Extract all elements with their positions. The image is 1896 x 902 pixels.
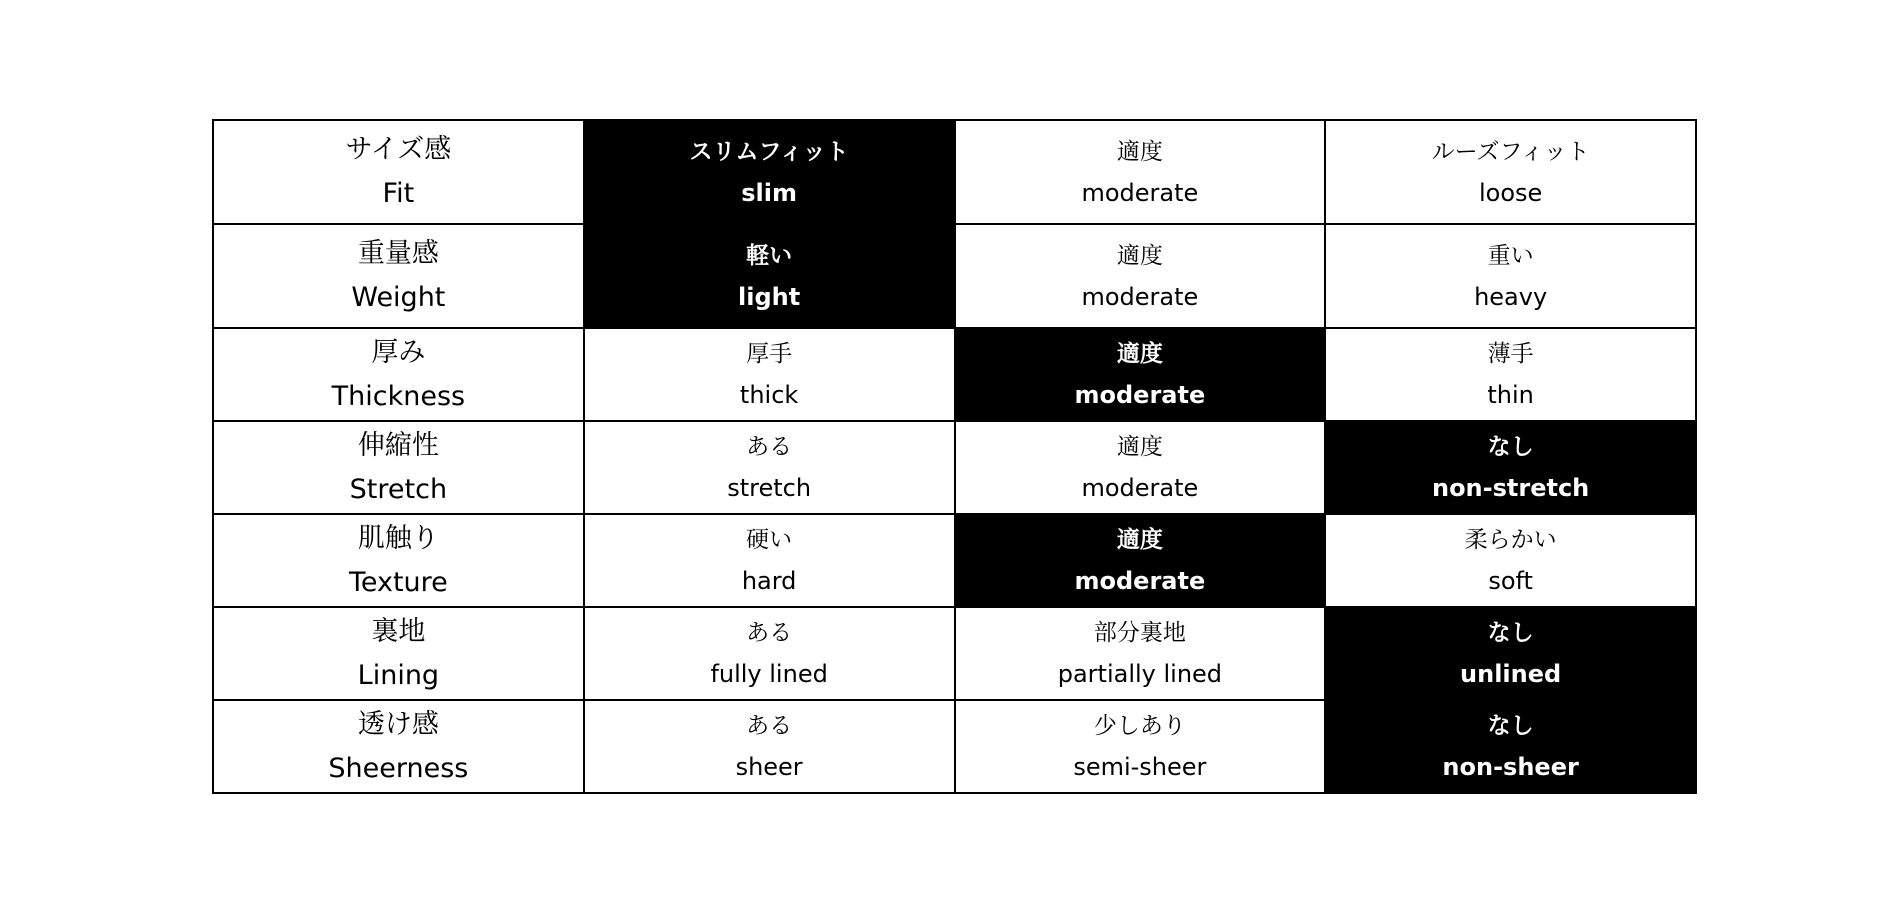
option-en: light xyxy=(738,282,801,311)
option-ja: 薄手 xyxy=(1487,341,1534,367)
option-cell-weight-light xyxy=(584,224,955,328)
option-cell-sheerness-semi-sheer xyxy=(955,700,1326,793)
label-ja: 重量感 xyxy=(357,238,439,269)
option-cell-sheerness-non-sheer xyxy=(1325,700,1696,793)
option-cell-sheerness-sheer xyxy=(584,700,955,793)
spec-row-sheerness xyxy=(213,700,1696,793)
label-en: Thickness xyxy=(331,380,466,412)
option-en: soft xyxy=(1488,567,1533,595)
option-cell-fit-loose xyxy=(1325,120,1696,224)
option-cell-lining-fully-lined xyxy=(584,607,955,700)
option-ja: ルーズフィット xyxy=(1431,138,1590,165)
option-cell-stretch-non-stretch xyxy=(1325,421,1696,514)
option-cell-thickness-moderate xyxy=(955,328,1326,421)
option-en: sheer xyxy=(735,753,803,781)
row-label-thickness xyxy=(213,328,584,421)
option-en: unlined xyxy=(1460,660,1562,688)
label-ja: サイズ感 xyxy=(345,134,452,165)
option-en: non-sheer xyxy=(1442,753,1579,781)
option-en: fully lined xyxy=(710,660,828,688)
label-ja: 裏地 xyxy=(371,615,426,647)
option-en: slim xyxy=(741,178,797,207)
option-en: stretch xyxy=(727,474,812,502)
label-en: Weight xyxy=(351,282,446,313)
option-ja: 柔らかい xyxy=(1464,527,1557,553)
label-en: Stretch xyxy=(349,473,448,505)
label-ja: 伸縮性 xyxy=(357,429,439,461)
label-en: Texture xyxy=(348,566,448,598)
option-ja: 少しあり xyxy=(1093,713,1186,739)
option-ja: 部分裏地 xyxy=(1093,620,1186,646)
option-ja: ある xyxy=(746,713,793,739)
option-cell-thickness-thin xyxy=(1325,328,1696,421)
option-ja: 適度 xyxy=(1116,138,1163,165)
option-cell-texture-hard xyxy=(584,514,955,607)
option-en: moderate xyxy=(1081,178,1199,207)
option-cell-texture-soft xyxy=(1325,514,1696,607)
label-ja: 肌触り xyxy=(357,522,439,554)
option-en: thin xyxy=(1487,381,1534,409)
option-en: thick xyxy=(739,381,799,409)
option-en: partially lined xyxy=(1057,660,1223,688)
label-ja: 厚み xyxy=(371,336,426,368)
option-cell-weight-heavy xyxy=(1325,224,1696,328)
option-cell-fit-moderate xyxy=(955,120,1326,224)
option-ja: ある xyxy=(746,434,793,460)
row-label-texture xyxy=(213,514,584,607)
spec-row-texture xyxy=(213,514,1696,607)
row-label-fit xyxy=(213,120,584,224)
option-cell-weight-moderate xyxy=(955,224,1326,328)
spec-row-lining xyxy=(213,607,1696,700)
option-ja: ある xyxy=(746,620,793,646)
row-label-weight xyxy=(213,224,584,328)
option-cell-lining-unlined xyxy=(1325,607,1696,700)
option-en: loose xyxy=(1478,178,1543,207)
spec-row-weight xyxy=(213,224,1696,328)
option-cell-stretch-moderate xyxy=(955,421,1326,514)
spec-row-stretch xyxy=(213,421,1696,514)
option-cell-fit-slim xyxy=(584,120,955,224)
option-ja: 硬い xyxy=(746,527,793,553)
option-ja: なし xyxy=(1487,434,1534,460)
label-en: Lining xyxy=(357,659,440,691)
option-en: non-stretch xyxy=(1431,474,1590,502)
option-cell-texture-moderate xyxy=(955,514,1326,607)
label-ja: 透け感 xyxy=(357,708,439,740)
option-en: moderate xyxy=(1074,381,1206,409)
spec-row-thickness xyxy=(213,328,1696,421)
option-ja: 適度 xyxy=(1116,341,1163,367)
option-en: semi-sheer xyxy=(1073,753,1207,781)
spec-row-fit xyxy=(213,120,1696,224)
option-ja: 適度 xyxy=(1116,527,1163,553)
option-ja: 重い xyxy=(1487,242,1534,269)
option-en: moderate xyxy=(1081,474,1199,502)
option-en: hard xyxy=(741,567,797,595)
option-en: heavy xyxy=(1474,282,1548,311)
option-ja: 厚手 xyxy=(746,341,793,367)
garment-spec-table xyxy=(212,119,1697,794)
option-en: moderate xyxy=(1074,567,1206,595)
row-label-stretch xyxy=(213,421,584,514)
option-cell-lining-partially-lined xyxy=(955,607,1326,700)
option-ja: なし xyxy=(1487,713,1534,739)
option-cell-thickness-thick xyxy=(584,328,955,421)
row-label-sheerness xyxy=(213,700,584,793)
option-ja: なし xyxy=(1487,620,1534,646)
option-ja: 軽い xyxy=(746,242,793,269)
option-cell-stretch-stretch xyxy=(584,421,955,514)
row-label-lining xyxy=(213,607,584,700)
option-ja: 適度 xyxy=(1116,242,1163,269)
label-en: Fit xyxy=(382,178,415,209)
option-ja: スリムフィット xyxy=(689,138,849,165)
option-ja: 適度 xyxy=(1116,434,1163,460)
option-en: moderate xyxy=(1081,282,1199,311)
label-en: Sheerness xyxy=(328,752,469,784)
